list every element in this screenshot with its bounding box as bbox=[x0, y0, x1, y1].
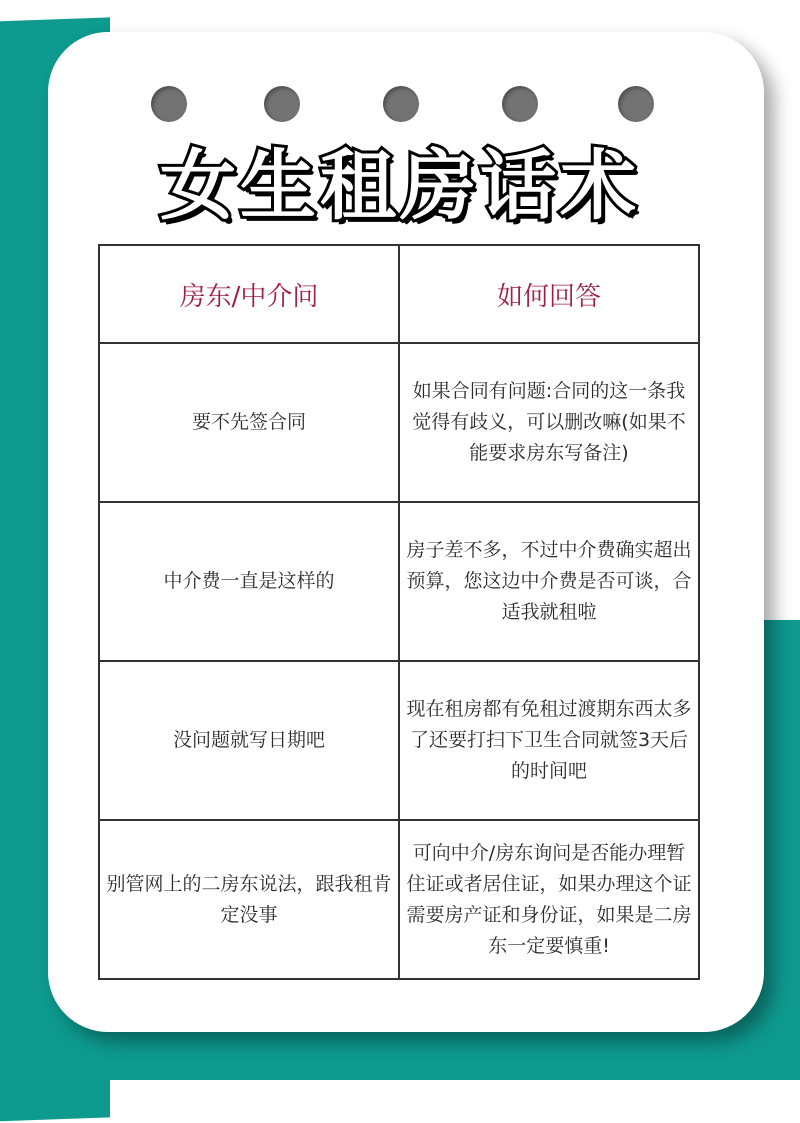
question-cell: 要不先签合同 bbox=[99, 343, 399, 502]
binder-hole-icon bbox=[264, 86, 300, 122]
question-cell: 中介费一直是这样的 bbox=[99, 502, 399, 661]
table-row bbox=[99, 343, 699, 502]
binder-hole-icon bbox=[383, 86, 419, 122]
table-row bbox=[99, 820, 699, 979]
answer-cell: 可向中介/房东询问是否能办理暂住证或者居住证，如果办理这个证需要房产证和身份证，如果是二房东一定要慎重! bbox=[399, 820, 699, 979]
table-header-row bbox=[99, 245, 699, 343]
question-cell: 没问题就写日期吧 bbox=[99, 661, 399, 820]
table-row bbox=[99, 661, 699, 820]
binder-hole-icon bbox=[618, 86, 654, 122]
page-title: 女生租房话术 bbox=[160, 141, 640, 230]
question-cell: 别管网上的二房东说法，跟我租肯定没事 bbox=[99, 820, 399, 979]
answer-cell: 现在租房都有免租过渡期东西太多了还要打扫下卫生合同就签3天后的时间吧 bbox=[399, 661, 699, 820]
answer-cell: 如果合同有问题:合同的这一条我觉得有歧义，可以删改嘛(如果不能要求房东写备注) bbox=[399, 343, 699, 502]
answer-cell: 房子差不多，不过中介费确实超出预算，您这边中介费是否可谈，合适我就租啦 bbox=[399, 502, 699, 661]
header-answer: 如何回答 bbox=[399, 245, 699, 343]
binder-hole-icon bbox=[151, 86, 187, 122]
binder-hole-icon bbox=[502, 86, 538, 122]
binder-holes bbox=[0, 86, 800, 126]
table-row bbox=[99, 502, 699, 661]
header-question: 房东/中介问 bbox=[99, 245, 399, 343]
dialogue-table bbox=[98, 244, 700, 980]
